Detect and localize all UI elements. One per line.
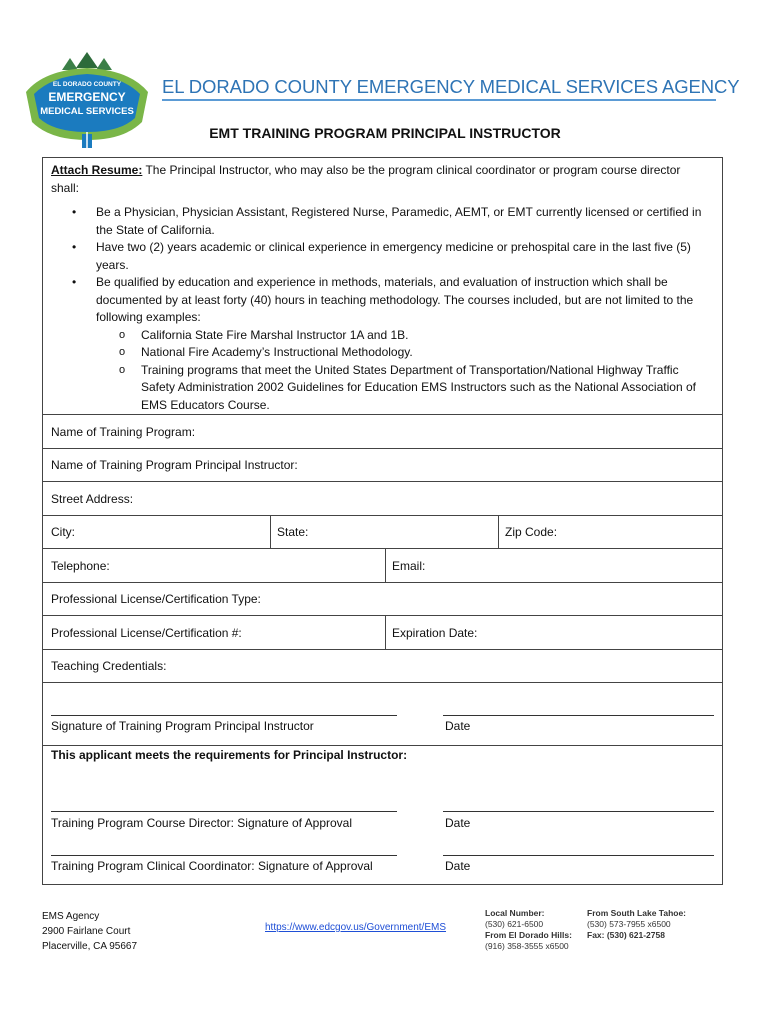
clinical-coordinator-date-line[interactable] [443,855,714,856]
intro-text: The Principal Instructor, who may also be the program clinical coordinator or program course director shall: [51,163,681,195]
logo-line-2: EMERGENCY [48,90,126,104]
license-type-field[interactable]: Professional License/Certification Type: [51,592,261,606]
requirement-item: • Be a Physician, Physician Assistant, Registered Nurse, Paramedic, AEMT, or EMT currently licensed or certified in the State of California. [96,204,711,239]
example-item: o Training programs that meet the United States Department of Transportation/National Highway Traffic Safety Administration 2002 Guidelines for Education EMS Instructors such as the National Association of EMS Educators Course. [141,362,711,415]
row-divider [43,414,722,415]
teaching-credentials-field[interactable]: Teaching Credentials: [51,659,167,673]
requirement-item: • Be qualified by education and experience in methods, materials, and evaluation of instruction which shall be documented by at least forty (40) hours in teaching methodology. The courses included, but are not limited to the following examples: o California State Fire Marshal Instructor 1A and 1B. o National Fire Academy’s Instructional Methodology. o Training programs that meet the United States Department of Transportation/National Highway Traffic Safety Administration 2002 Guidelines for Education EMS Instructors such as the National Association of EMS Educators Course. [96,274,711,414]
agency-name: EL DORADO COUNTY EMERGENCY MEDICAL SERVICES AGENCY [162,76,740,97]
instructor-name-field[interactable]: Name of Training Program Principal Instructor: [51,458,298,472]
website-link[interactable]: https://www.edcgov.us/Government/EMS [265,922,447,933]
cell-divider [498,515,499,548]
meets-requirements-statement: This applicant meets the requirements for Principal Instructor: [51,748,408,762]
program-name-field[interactable]: Name of Training Program: [51,425,196,439]
row-divider [43,615,722,616]
footer-phone-local: Local Number: (530) 621-6500 From El Dorado Hills: (916) 358-3555 x6500 [485,908,572,951]
telephone-field[interactable]: Telephone: [51,559,110,573]
instructor-signature-line[interactable] [51,715,397,716]
cell-divider [270,515,271,548]
instructor-date-label: Date [445,719,471,733]
zip-code-field[interactable]: Zip Code: [505,525,558,539]
requirements-section [51,162,711,414]
email-field[interactable]: Email: [392,559,426,573]
row-divider [43,582,722,583]
street-address-field[interactable]: Street Address: [51,492,134,506]
clinical-coordinator-signature-label: Training Program Clinical Coordinator: Signature of Approval [51,859,373,873]
row-divider [43,448,722,449]
logo-line-1: EL DORADO COUNTY [52,81,122,88]
cell-divider [385,548,386,582]
row-divider [43,682,722,683]
requirements-list [51,204,711,414]
clinical-coordinator-date-label: Date [445,859,471,873]
license-number-field[interactable]: Professional License/Certification #: [51,626,242,640]
examples-list [96,327,711,415]
requirement-item: • Have two (2) years academic or clinical experience in emergency medicine or prehospital care in the last five (5) years. [96,239,711,274]
row-divider [43,548,722,549]
logo-line-3: MEDICAL SERVICES [40,106,134,117]
course-director-date-label: Date [445,816,471,830]
cell-divider [385,615,386,649]
footer-phone-tahoe: From South Lake Tahoe: (530) 573-7955 x6500 Fax: (530) 621-2758 [587,908,687,940]
course-director-date-line[interactable] [443,811,714,812]
clinical-coordinator-signature-line[interactable] [51,855,397,856]
title-rule [162,99,716,101]
form-box [42,157,723,885]
state-field[interactable]: State: [277,525,309,539]
city-field[interactable]: City: [51,525,75,539]
instructor-signature-label: Signature of Training Program Principal Instructor [51,719,314,733]
row-divider [43,481,722,482]
row-divider [43,515,722,516]
footer-address: EMS Agency 2900 Fairlane Court Placerville, CA 95667 [42,911,138,952]
course-director-signature-label: Training Program Course Director: Signature of Approval [51,816,353,830]
row-divider [43,745,722,746]
course-director-signature-line[interactable] [51,811,397,812]
attach-resume-label: Attach Resume: [51,163,143,177]
instructor-date-line[interactable] [443,715,714,716]
form-title: EMT TRAINING PROGRAM PRINCIPAL INSTRUCTOR [209,125,561,141]
intro-paragraph [51,162,711,197]
expiration-date-field[interactable]: Expiration Date: [392,626,478,640]
example-item: o California State Fire Marshal Instructor 1A and 1B. [141,327,711,345]
example-item: o National Fire Academy’s Instructional Methodology. [141,344,711,362]
row-divider [43,649,722,650]
